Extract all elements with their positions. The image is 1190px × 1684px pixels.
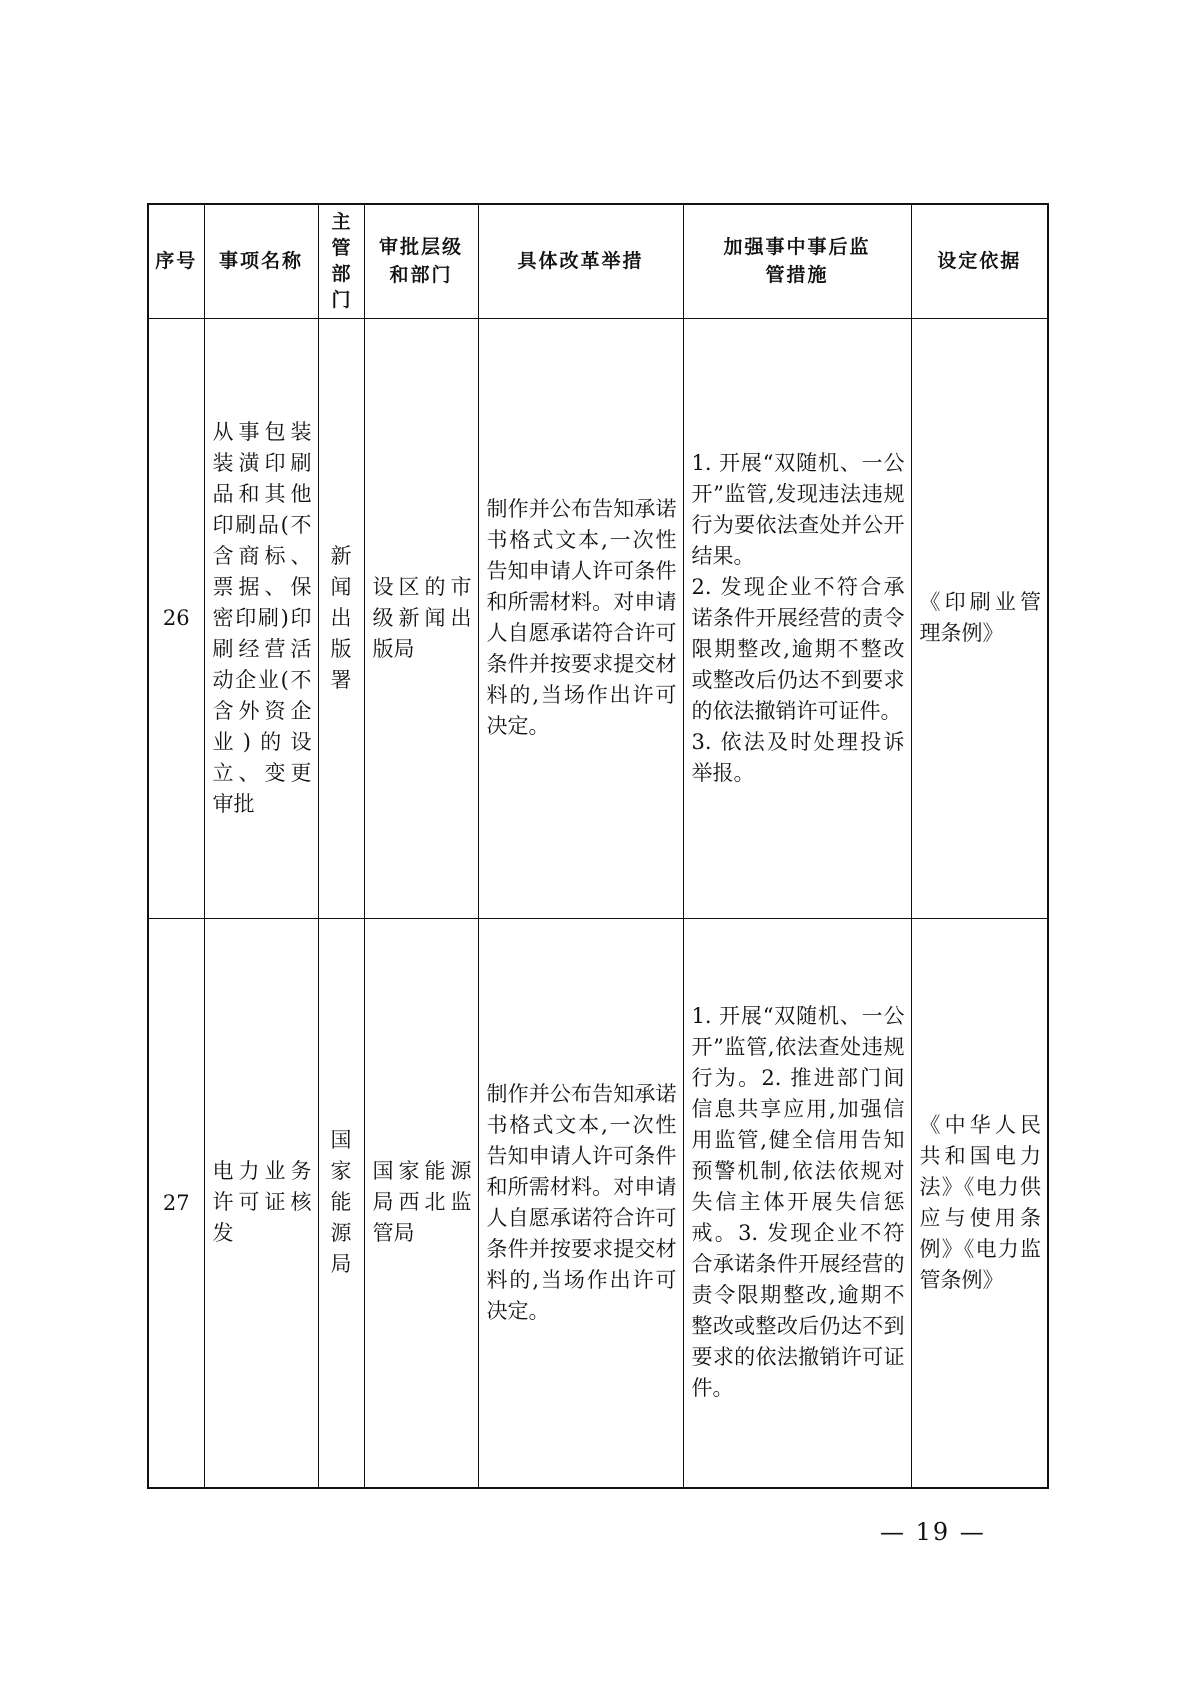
row-26-name: 从事包装装潢印刷品和其他印刷品(不含商标、票据、保密印刷)印刷经营活动企业(不含外资企业)的设立、变更审批 <box>212 419 312 816</box>
page-number: — 19 — <box>880 1518 986 1546</box>
row-27-name: 电力业务许可证核发 <box>212 1159 312 1246</box>
row-26-level: 设区的市级新闻出版局 <box>372 574 472 661</box>
header-seq: 序号 <box>148 204 204 318</box>
row-26-reform: 制作并公布告知承诺书格式文本,一次性告知申请人许可条件和所需材料。对申请人自愿承诺符合许可条件并按要求提交材料的,当场作出许可决定。 <box>486 497 677 738</box>
row-27-basis-cell <box>911 918 1048 1488</box>
row-26-dept: 新闻出版署 <box>330 543 352 692</box>
approval-items-table <box>147 203 1049 1489</box>
row-26-supervision: 1. 开展“双随机、一公开”监管,发现违法违规行为要依法查处并公开结果。 2. 发现企业不符合承诺条件开展经营的责令限期整改,逾期不整改或整改后仍达不到要求的依法撤销许可证件。 3. 依法及时处理投诉举报。 <box>691 450 905 785</box>
header-row <box>148 204 1048 318</box>
row-27-dept-cell <box>318 918 364 1488</box>
header-supervision <box>683 204 911 318</box>
row-27-supervision: 1. 开展“双随机、一公开”监管,依法查处违规行为。2. 推进部门间信息共享应用,加强信用监管,健全信用告知预警机制,依法依规对失信主体开展失信惩戒。3. 发现企业不符合承诺条件开展经营的责令限期整改,逾期不整改或整改后仍达不到要求的依法撤销许可证件。 <box>691 1004 905 1401</box>
row-26-basis: 《印刷业管理条例》 <box>919 590 1041 645</box>
header-level <box>364 204 478 318</box>
header-dept-label: 主管部门 <box>331 211 351 312</box>
row-26-seq: 26 <box>148 318 204 918</box>
header-reform: 具体改革举措 <box>478 204 683 318</box>
row-27-name-cell <box>204 918 318 1488</box>
row-27-supervision-cell <box>683 918 911 1488</box>
row-27-basis: 《中华人民共和国电力法》《电力供应与使用条例》《电力监管条例》 <box>919 1112 1041 1292</box>
header-level-label: 审批层级和部门 <box>378 236 463 287</box>
table-row <box>148 918 1048 1488</box>
row-26-supervision-cell <box>683 318 911 918</box>
row-27-reform-cell <box>478 918 683 1488</box>
table-row <box>148 318 1048 918</box>
row-27-reform: 制作并公布告知承诺书格式文本,一次性告知申请人许可条件和所需材料。对申请人自愿承诺符合许可条件并按要求提交材料的,当场作出许可决定。 <box>486 1081 677 1323</box>
header-basis: 设定依据 <box>911 204 1048 318</box>
row-26-reform-cell <box>478 318 683 918</box>
row-26-dept-cell <box>318 318 364 918</box>
row-27-level-cell <box>364 918 478 1488</box>
row-26-level-cell <box>364 318 478 918</box>
row-26-basis-cell <box>911 318 1048 918</box>
header-supervision-label: 加强事中事后监管措施 <box>723 236 871 287</box>
header-dept <box>318 204 364 318</box>
row-27-level: 国家能源局西北监管局 <box>372 1159 472 1246</box>
row-27-seq: 27 <box>148 918 204 1488</box>
header-item-name: 事项名称 <box>204 204 318 318</box>
row-26-name-cell <box>204 318 318 918</box>
row-27-dept: 国家能源局 <box>330 1128 352 1277</box>
